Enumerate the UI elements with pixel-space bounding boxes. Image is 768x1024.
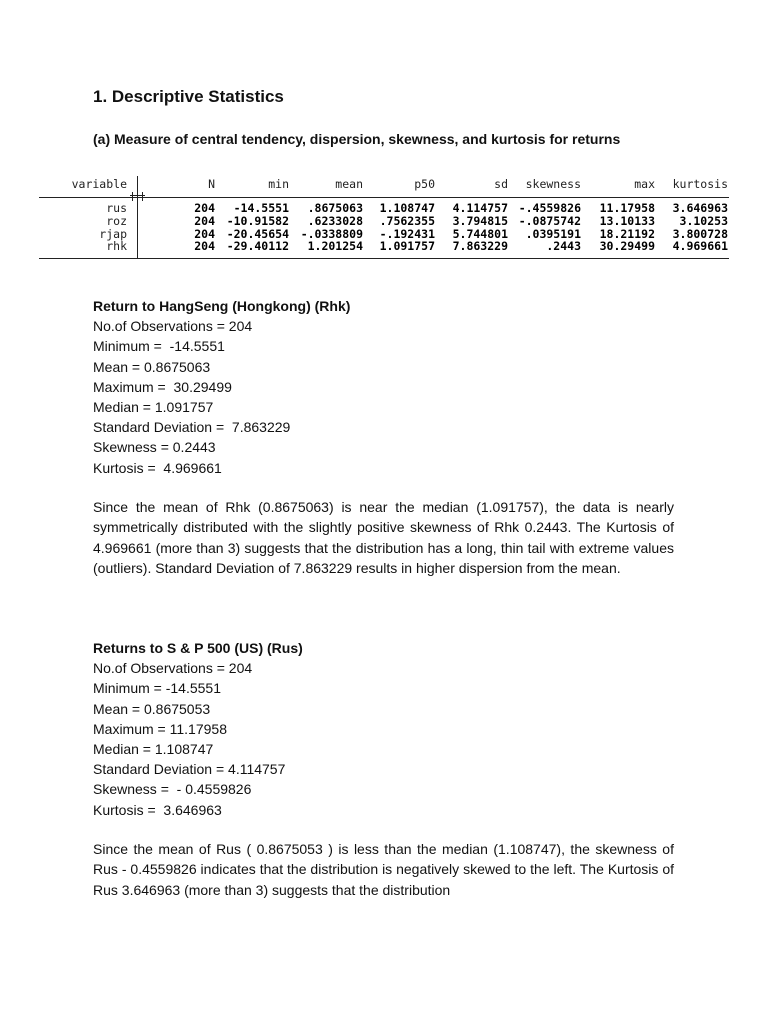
rus-section-title: Returns to S & P 500 (US) (Rus) [93,640,303,656]
header-variable: variable [71,177,127,191]
cell-skewness: -.0875742 [518,214,581,228]
table-rule-cross-right [142,192,143,201]
header-max: max [634,177,655,191]
rhk-maximum: Maximum = 30.29499 [93,378,232,395]
rhk-kurtosis: Kurtosis = 4.969661 [93,459,222,476]
rus-statistics [93,638,675,820]
cell-variable: roz [106,214,127,228]
cell-min: -10.91582 [226,214,289,228]
rhk-median: Median = 1.091757 [93,399,214,416]
rhk-std-dev: Standard Deviation = 7.863229 [93,419,291,436]
table-row [39,214,729,227]
table-row [39,201,729,214]
cell-n: 204 [194,239,215,253]
page-title: 1. Descriptive Statistics [93,87,284,106]
section-subheading: (a) Measure of central tendency, dispersion, skewness, and kurtosis for returns [93,131,621,147]
cell-kurtosis: 3.10253 [679,214,728,228]
cell-mean: .6233028 [307,214,363,228]
cell-mean: -.0338809 [300,227,363,241]
header-mean: mean [335,177,363,191]
header-kurtosis: kurtosis [672,177,728,191]
cell-sd: 5.744801 [452,227,508,241]
cell-max: 13.10133 [599,214,655,228]
cell-p50: 1.091757 [379,239,435,253]
cell-p50: -.192431 [379,227,435,241]
cell-variable: rus [106,201,127,215]
cell-skewness: .0395191 [525,227,581,241]
cell-max: 30.29499 [599,239,655,253]
rus-observations: No.of Observations = 204 [93,660,253,677]
cell-variable: rjap [99,227,127,241]
header-n: N [208,177,215,191]
table-bottom-rule [39,258,729,259]
cell-max: 11.17958 [599,201,655,215]
cell-sd: 4.114757 [452,201,508,215]
cell-kurtosis: 4.969661 [672,239,728,253]
cell-skewness: -.4559826 [518,201,581,215]
header-sd: sd [494,177,508,191]
cell-kurtosis: 3.800728 [672,227,728,241]
cell-n: 204 [194,201,215,215]
rus-std-dev: Standard Deviation = 4.114757 [93,761,286,778]
rhk-mean: Mean = 0.8675063 [93,358,211,375]
cell-p50: 1.108747 [379,201,435,215]
cell-min: -29.40112 [226,239,289,253]
cell-sd: 3.794815 [452,214,508,228]
cell-min: -20.45654 [226,227,289,241]
header-min: min [268,177,289,191]
cell-mean: 1.201254 [307,239,363,253]
rhk-observations: No.of Observations = 204 [93,318,253,335]
rhk-minimum: Minimum = -14.5551 [93,338,225,355]
cell-max: 18.21192 [599,227,655,241]
rus-skewness: Skewness = - 0.4559826 [93,781,252,798]
cell-n: 204 [194,227,215,241]
header-p50: p50 [414,177,435,191]
stata-summary-table [39,176,729,260]
rhk-section-title: Return to HangSeng (Hongkong) (Rhk) [93,298,351,314]
rus-interpretation: Since the mean of Rus ( 0.8675053 ) is less than the median (1.108747), the skewness of Rus - 0.4559826 indicates that the distribution is negatively skewed to the left. The Kurtosis of Rus 3.646963 (more than 3) suggests that the distribution [93,841,674,898]
rhk-skewness: Skewness = 0.2443 [93,439,216,456]
cell-n: 204 [194,214,215,228]
cell-skewness: .2443 [546,239,581,253]
rus-median: Median = 1.108747 [93,741,214,758]
rhk-statistics [93,296,675,478]
header-skewness: skewness [525,177,581,191]
rus-mean: Mean = 0.8675053 [93,700,211,717]
table-header-row [39,177,729,190]
rus-maximum: Maximum = 11.17958 [93,720,227,737]
table-row [39,239,729,252]
rus-minimum: Minimum = -14.5551 [93,680,222,697]
cell-mean: .8675063 [307,201,363,215]
rhk-interpretation: Since the mean of Rhk (0.8675063) is near the median (1.091757), the data is nearly symmetrically distributed with the slightly positive skewness of Rhk 0.2443. The Kurtosis of 4.969661 (more than 3) suggests that the distribution has a long, thin tail with extreme values (outliers). Standard Deviation of 7.863229 results in higher dispersion from the mean. [93,499,674,576]
rus-kurtosis: Kurtosis = 3.646963 [93,801,222,818]
cell-kurtosis: 3.646963 [672,201,728,215]
cell-min: -14.5551 [233,201,289,215]
table-rule-cross-left [132,192,133,201]
cell-variable: rhk [106,239,127,253]
cell-sd: 7.863229 [452,239,508,253]
cell-p50: .7562355 [379,214,435,228]
